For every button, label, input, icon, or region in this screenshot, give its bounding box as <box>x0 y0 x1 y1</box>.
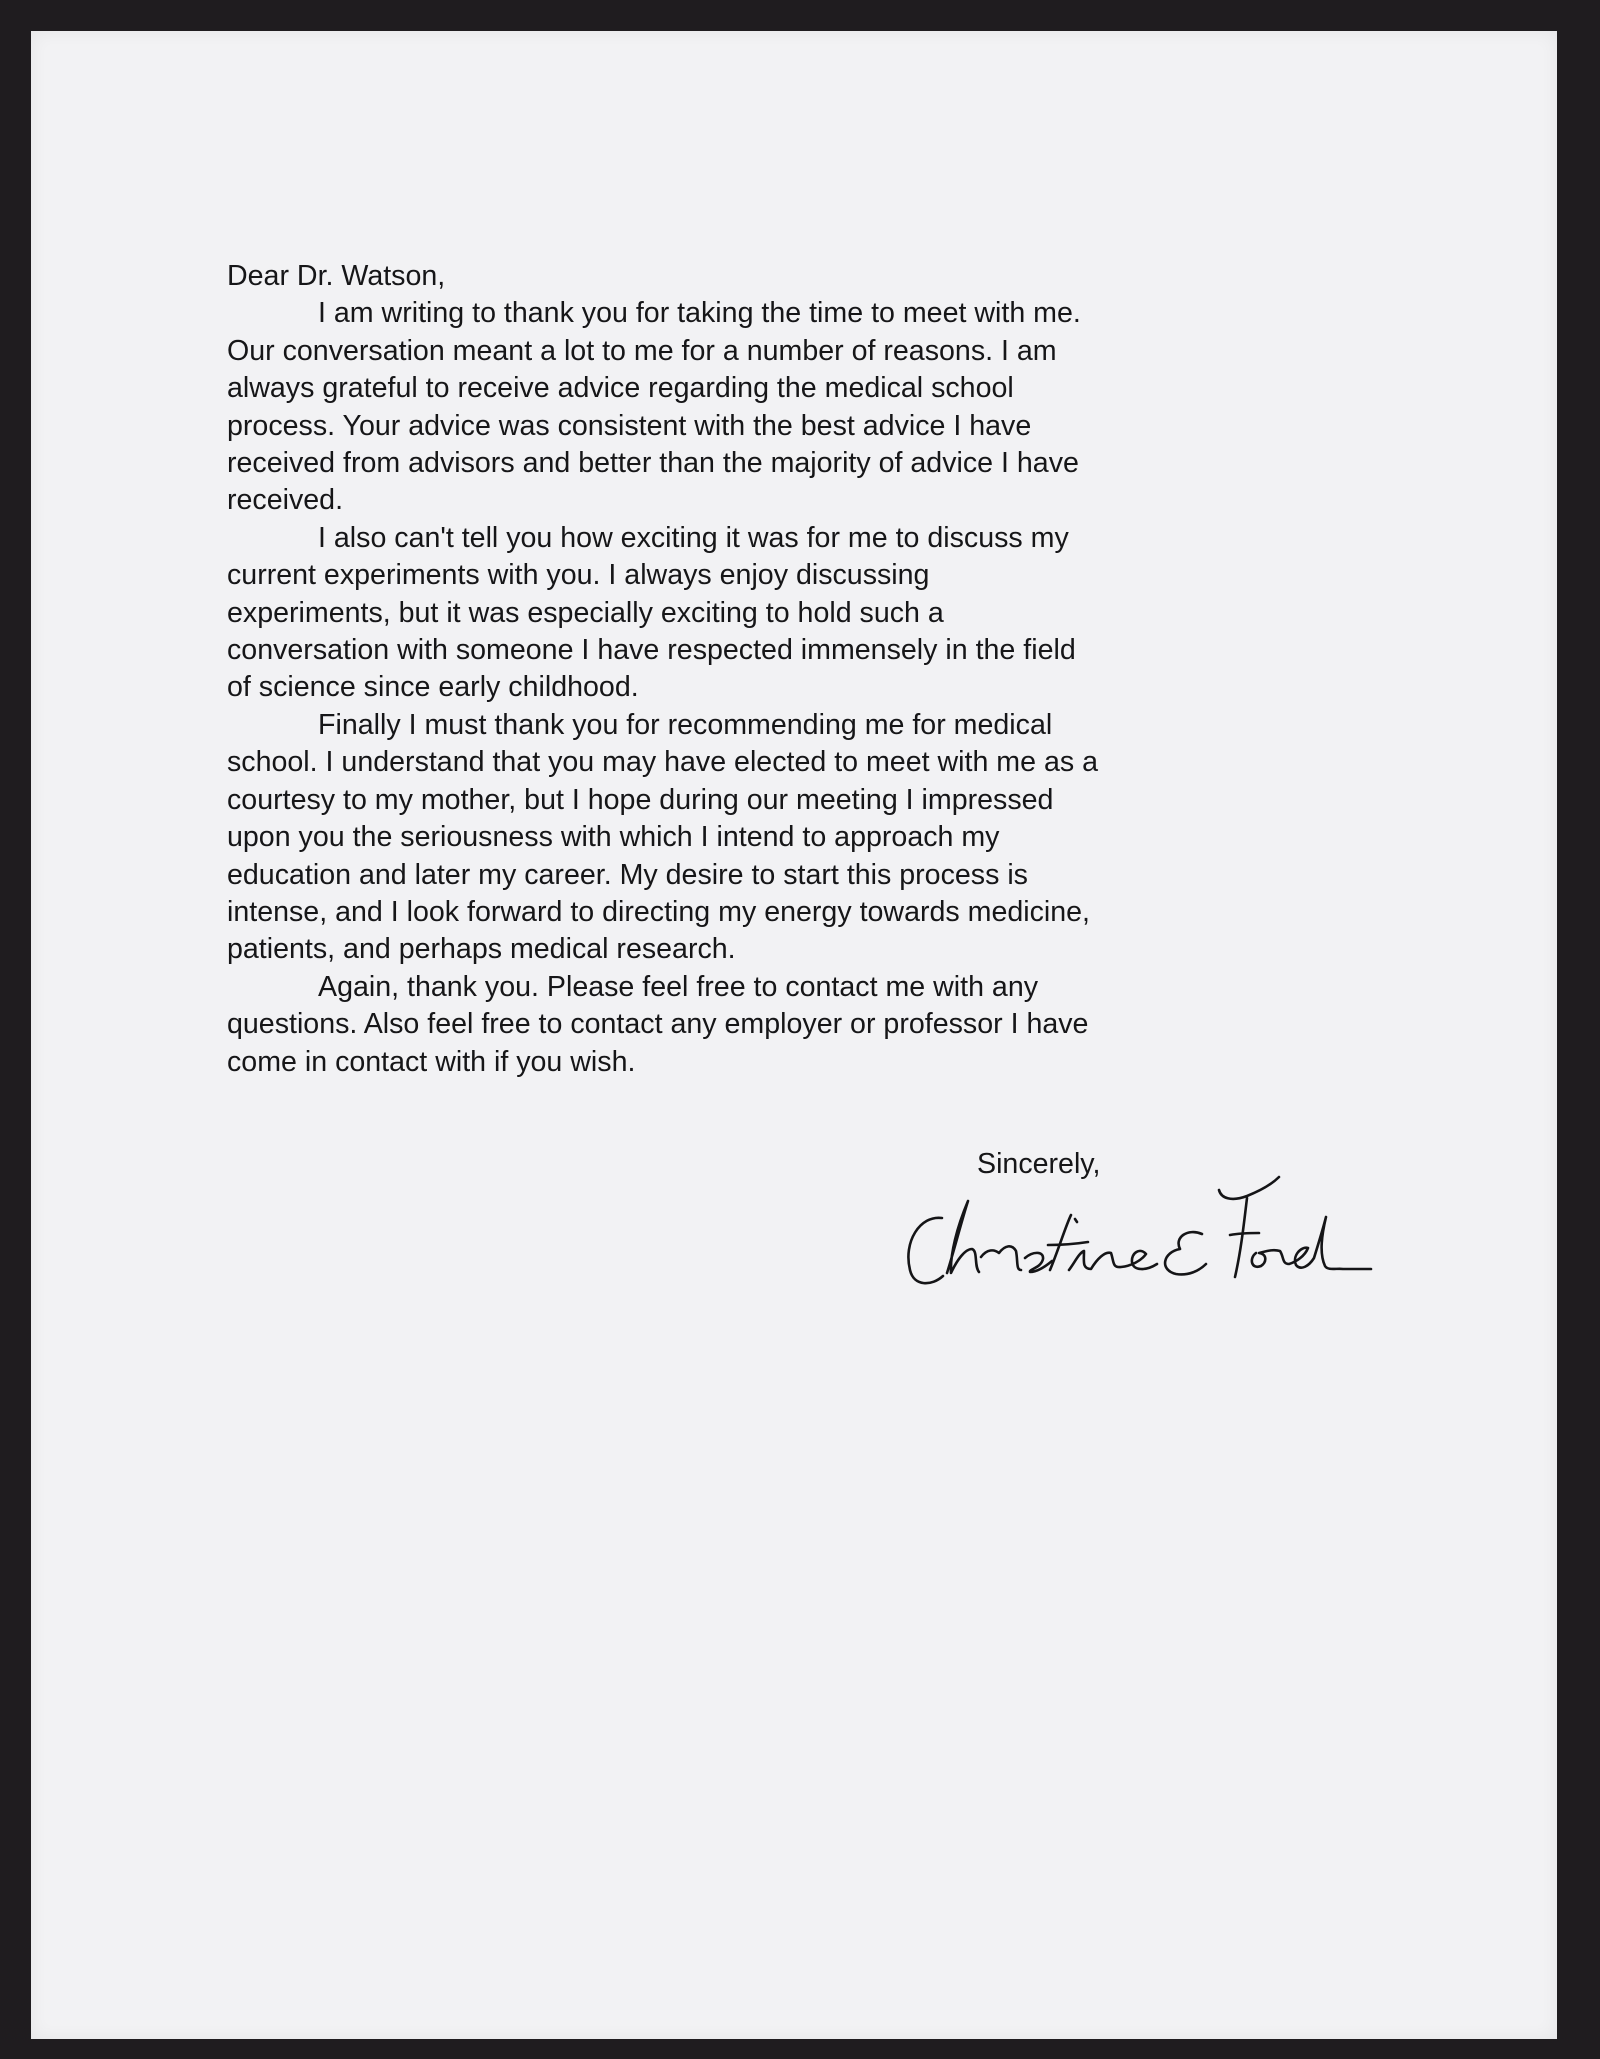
salutation <box>227 258 1237 295</box>
paragraph-recommendation <box>227 707 1237 969</box>
paragraph-line: current experiments with you. I always enjoy discussing <box>227 559 930 592</box>
paragraph-line: Finally I must thank you for recommending me for medical <box>318 708 1053 741</box>
paragraph-line: Again, thank you. Please feel free to contact me with any <box>318 970 1039 1003</box>
paragraph-line: courtesy to my mother, but I hope during our meeting I impressed <box>227 783 1054 816</box>
paragraph-line: Our conversation meant a lot to me for a number of reasons. I am <box>227 334 1057 367</box>
paragraph-line: always grateful to receive advice regarding the medical school <box>227 372 1014 405</box>
salutation-text: Dear Dr. Watson, <box>227 260 446 292</box>
paragraph-line: patients, and perhaps medical research. <box>227 933 736 966</box>
signature-icon <box>895 1165 1375 1300</box>
paragraph-line: come in contact with if you wish. <box>227 1045 636 1078</box>
paragraph-line: process. Your advice was consistent with the best advice I have <box>227 409 1032 442</box>
paragraph-contact <box>227 969 1237 1081</box>
paragraph-thanks-meeting <box>227 295 1237 519</box>
paragraph-line: I am writing to thank you for taking the time to meet with me. <box>318 297 1081 330</box>
paragraph-line: upon you the seriousness with which I intend to approach my <box>227 821 1000 854</box>
paragraph-line: intense, and I look forward to directing my energy towards medicine, <box>227 895 1091 928</box>
paragraph-line: of science since early childhood. <box>227 671 639 704</box>
paragraph-line: questions. Also feel free to contact any employer or professor I have <box>227 1008 1089 1041</box>
paragraph-line: received. <box>227 484 344 517</box>
paragraph-line: school. I understand that you may have elected to meet with me as a <box>227 746 1099 779</box>
closing: Sincerely, <box>977 1148 1101 1180</box>
paragraph-line: I also can't tell you how exciting it was for me to discuss my <box>318 521 1069 554</box>
paragraph-experiments <box>227 520 1237 707</box>
paragraph-line: education and later my career. My desire to start this process is <box>227 858 1028 891</box>
paragraph-line: experiments, but it was especially exciting to hold such a <box>227 596 944 629</box>
paragraph-line: received from advisors and better than the majority of advice I have <box>227 447 1079 480</box>
letter-body <box>227 258 1237 1081</box>
handwritten-signature <box>895 1165 1375 1300</box>
paragraph-line: conversation with someone I have respected immensely in the field <box>227 634 1076 667</box>
